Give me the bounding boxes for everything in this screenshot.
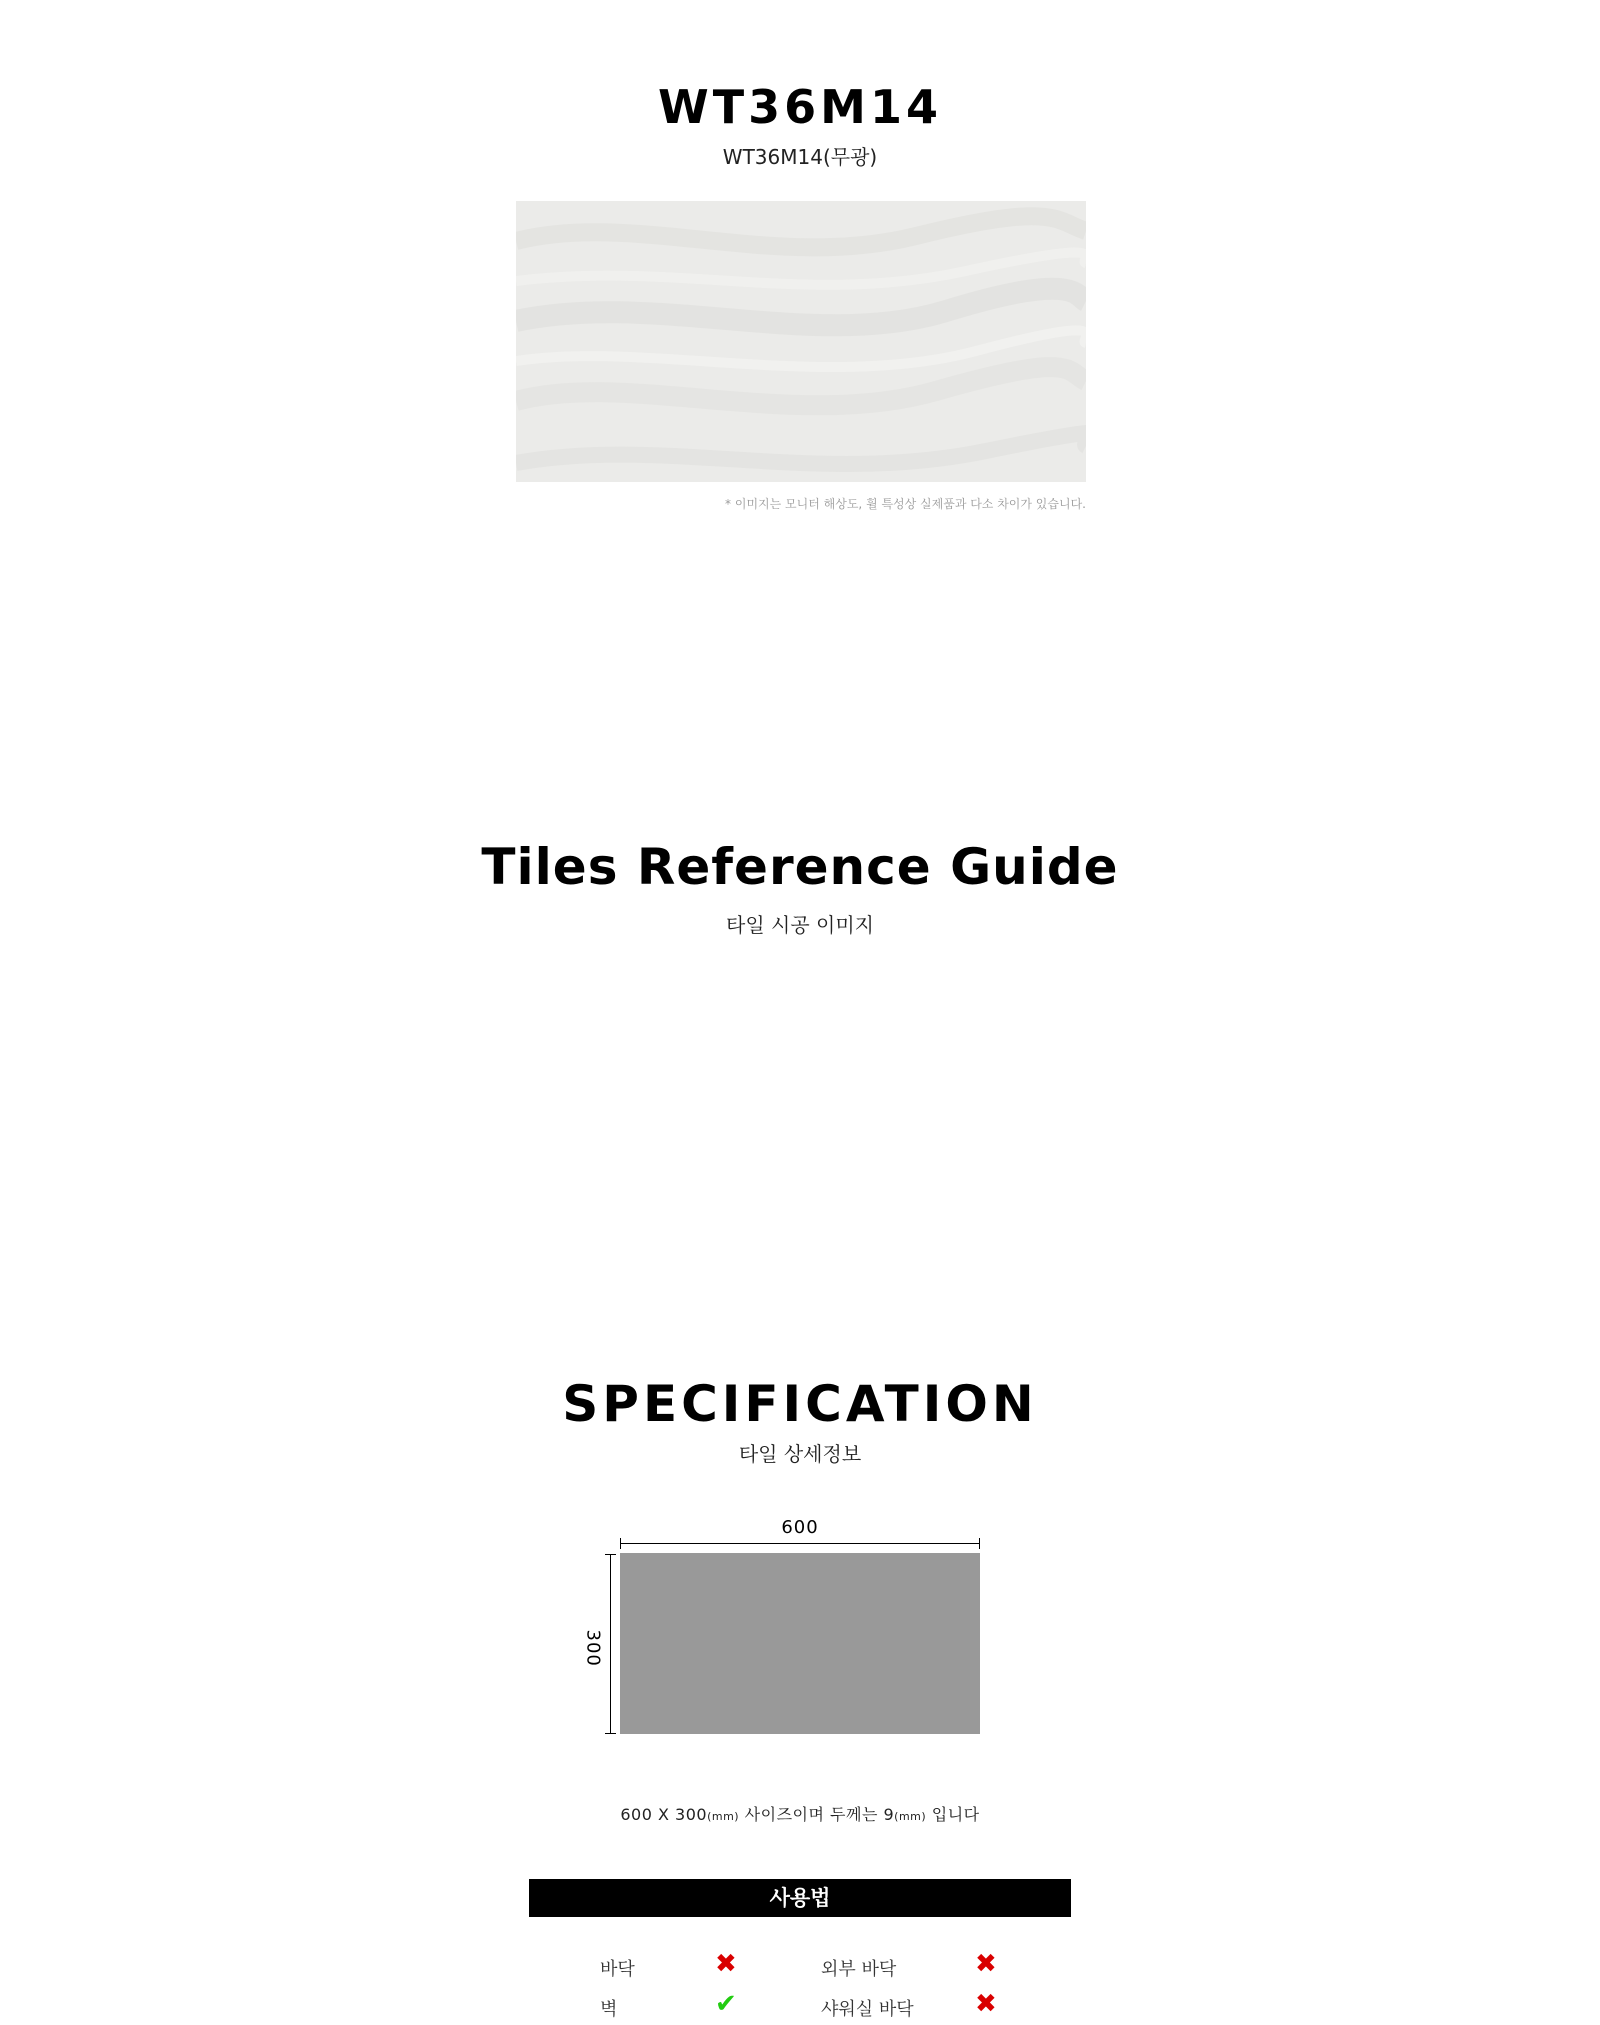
width-dimension-tick-left: [620, 1538, 621, 1549]
spec-subtitle: 타일 상세정보: [738, 1442, 862, 1466]
usage-wall-check-icon: ✔: [715, 1989, 737, 2019]
size-dims: 600 X 300: [620, 1805, 708, 1824]
width-dimension-line: [620, 1543, 980, 1544]
size-end-text: 입니다: [926, 1805, 980, 1824]
usage-outdoor-floor-x-icon: ✖: [975, 1949, 997, 1979]
width-dimension-label: 600: [781, 1517, 819, 1538]
usage-shower-floor-x-icon: ✖: [975, 1989, 997, 2019]
usage-floor-x-icon: ✖: [715, 1949, 737, 1979]
height-dimension-tick-bottom: [605, 1733, 616, 1734]
size-middle-text: 사이즈이며 두께는 9: [739, 1805, 895, 1824]
width-dimension-tick-right: [979, 1538, 980, 1549]
usage-wall-label: 벽: [600, 1999, 618, 2020]
guide-title: Tiles Reference Guide: [481, 838, 1119, 896]
thickness-unit: (mm): [894, 1810, 927, 1823]
spec-title: SPECIFICATION: [562, 1375, 1038, 1433]
usage-shower-floor-label: 샤워실 바닥: [821, 1999, 914, 2020]
size-unit: (mm): [707, 1810, 740, 1823]
guide-subtitle: 타일 시공 이미지: [726, 913, 874, 937]
image-disclaimer: * 이미지는 모니터 해상도, 휠 특성상 실제품과 다소 차이가 있습니다.: [725, 497, 1086, 511]
usage-header: 사용법: [529, 1879, 1071, 1917]
height-dimension-label: 300: [582, 1629, 604, 1667]
usage-floor-label: 바닥: [600, 1959, 635, 1980]
usage-outdoor-floor-label: 외부 바닥: [821, 1959, 897, 1980]
product-title: WT36M14: [658, 80, 942, 134]
product-subtitle: WT36M14(무광): [722, 145, 878, 169]
height-dimension-tick-top: [605, 1554, 616, 1555]
tile-sample-image: [516, 201, 1086, 482]
height-dimension-line: [610, 1554, 611, 1734]
tile-size-diagram: [620, 1553, 980, 1734]
size-description: [0, 1802, 1600, 1825]
